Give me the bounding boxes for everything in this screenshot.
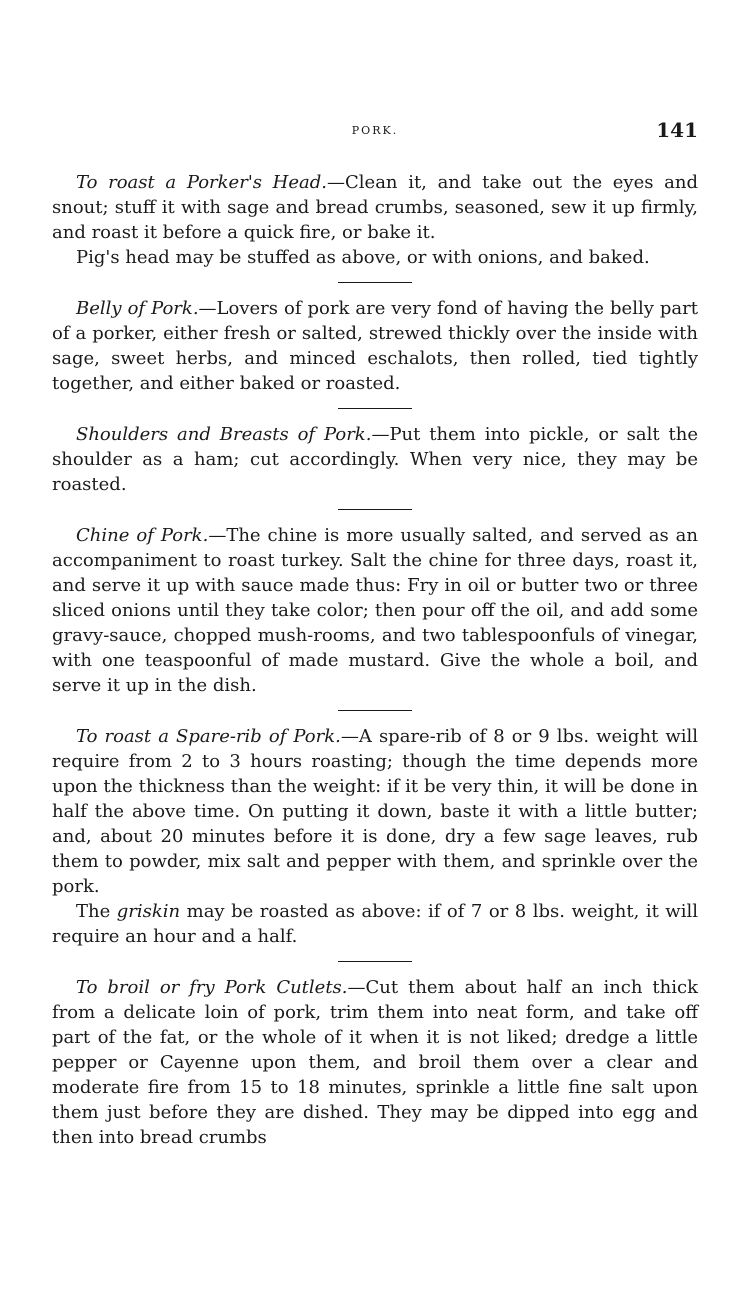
recipe-body: —Put them into pickle, or salt the shoulder as a ham; cut accordingly. When very nice, they may be roasted.: [52, 424, 698, 495]
recipe-body: —A spare-rib of 8 or 9 lbs. weight will require from 2 to 3 hours roasting; though the time depends more upon the thickness than the weight: if it be very thin, it will be done in half the above time. On putting it down, baste it with a little butter; and, about 20 minutes before it is done, dry a few sage leaves, rub them to powder, mix salt and pepper with them, and sprinkle over the pork.: [52, 726, 699, 897]
recipe-paragraph: [52, 523, 698, 698]
recipe-body: —Lovers of pork are very fond of having the belly part of a porker, either fresh or salted, strewed thickly over the inside with sage, sweet herbs, and minced eschalots, then rolled, tied tightly together, and either baked or roasted.: [52, 298, 698, 394]
recipe-note: [52, 245, 698, 270]
section-divider: [338, 282, 412, 283]
recipe-belly-of-pork: [52, 296, 698, 396]
recipe-note-prefix: The: [76, 901, 117, 922]
recipe-title: To roast a Porker's Head.: [76, 172, 328, 193]
recipe-body: —Cut them about half an inch thick from a delicate loin of pork, trim them into neat form, and take off part of the fat, or the whole of it when it is not liked; dredge a little pepper or Cayenne upon them, and broil them over a clear and moderate fire from 15 to 18 minutes, sprinkle a little fine salt upon them just before they are dished. They may be dipped into egg and then into bread crumbs: [52, 977, 699, 1148]
recipe-paragraph: [52, 724, 698, 899]
section-divider: [338, 509, 412, 510]
recipe-body: —Clean it, and take out the eyes and snout; stuff it with sage and bread crumbs, seasoned, sew it up firmly, and roast it before a quick fire, or bake it.: [52, 172, 698, 243]
recipe-title: Chine of Pork.: [76, 525, 209, 546]
recipe-shoulders-breasts: [52, 422, 698, 497]
recipe-paragraph: [52, 422, 698, 497]
recipe-note-rest: may be roasted as above: if of 7 or 8 lbs. weight, it will require an hour and a half.: [52, 901, 698, 947]
recipe-paragraph: [52, 296, 698, 396]
page-number: 141: [656, 118, 698, 142]
recipe-title: Shoulders and Breasts of Pork.: [76, 424, 372, 445]
recipe-paragraph: [52, 975, 698, 1150]
recipe-title: Belly of Pork.: [76, 298, 199, 319]
section-divider: [338, 408, 412, 409]
recipe-body: —The chine is more usually salted, and served as an accompaniment to roast turkey. Salt the chine for three days, roast it, and serve it up with sauce made thus: Fry in oil or butter two or three sliced onions until they take color; then pour off the oil, and add some gravy-sauce, chopped mush-rooms, and two tablespoonfuls of vinegar, with one teaspoonful of made mustard. Give the whole a boil, and serve it up in the dish.: [52, 525, 699, 696]
recipe-note-italic: griskin: [116, 901, 181, 922]
recipe-paragraph: [52, 170, 698, 245]
running-head: PORK.: [351, 124, 399, 137]
recipe-chine-of-pork: [52, 523, 698, 698]
section-divider: [338, 710, 412, 711]
book-page: [52, 118, 698, 1150]
recipe-pork-cutlets: [52, 975, 698, 1150]
recipe-note-text: Pig's head may be stuffed as above, or with onions, and baked.: [76, 247, 650, 268]
section-divider: [338, 961, 412, 962]
recipe-title: To roast a Spare-rib of Pork.: [76, 726, 341, 747]
recipe-note: [52, 899, 698, 949]
recipe-spare-rib: [52, 724, 698, 949]
page-header: [52, 118, 698, 144]
recipe-porkers-head: [52, 170, 698, 270]
recipe-title: To broil or fry Pork Cutlets.: [76, 977, 348, 998]
